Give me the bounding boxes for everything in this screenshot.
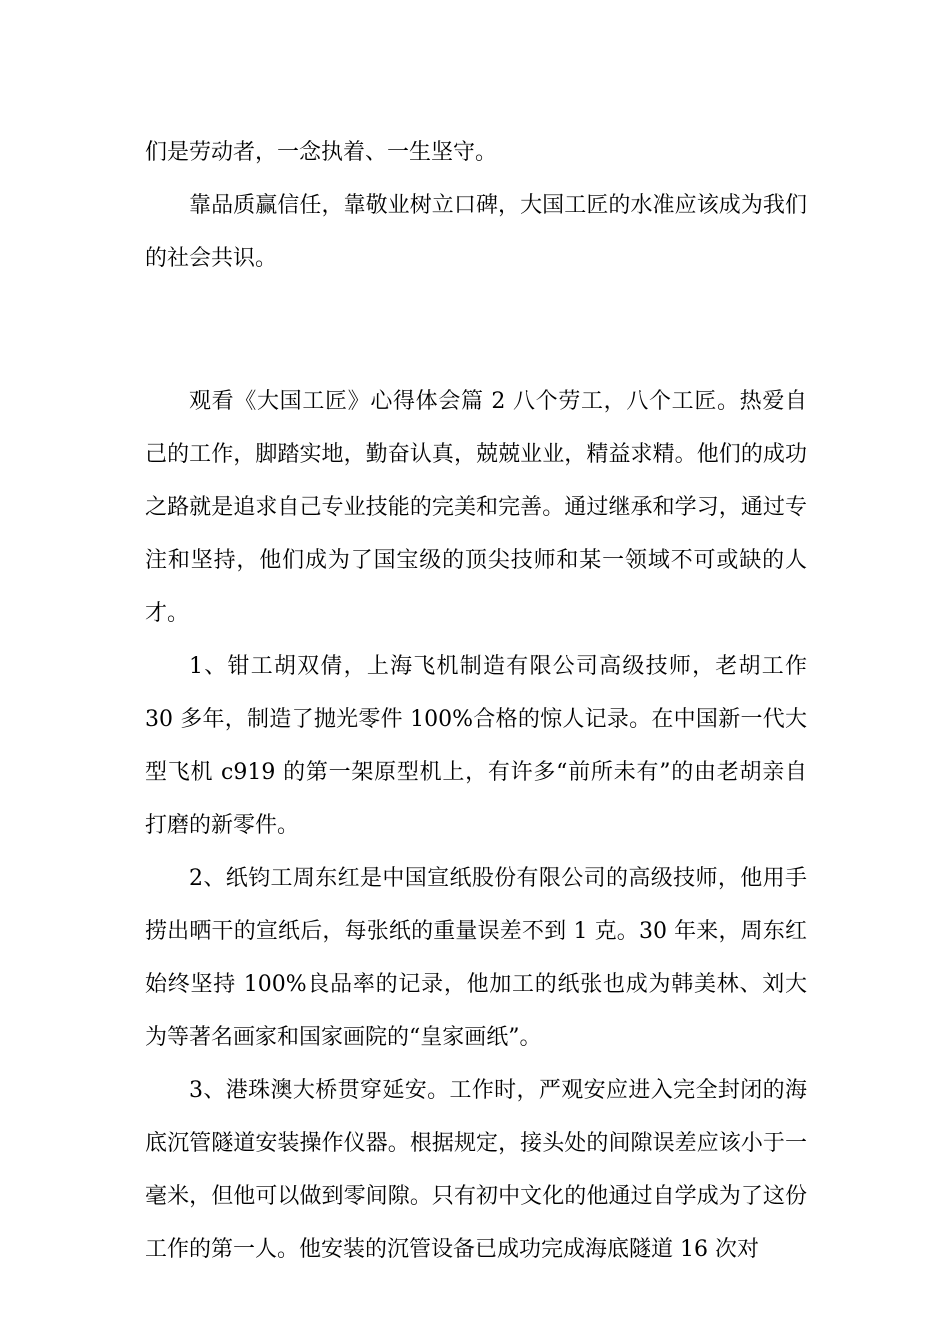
intro-paragraph: 观看《大国工匠》心得体会篇 2 八个劳工，八个工匠。热爱自己的工作，脚踏实地，勤奋认真，兢兢业业，精益求精。他们的成功之路就是追求自己专业技能的完美和完善。通过继承和学习，通过专注和坚持，他们成为了国宝级的顶尖技师和某一领域不可或缺的人才。 <box>145 389 807 626</box>
continuation-paragraph: 们是劳动者，一念执着、一生坚守。 <box>145 140 498 165</box>
conclusion-paragraph: 靠品质赢信任，靠敬业树立口碑，大国工匠的水准应该成为我们的社会共识。 <box>145 193 807 271</box>
item-3-paragraph: 3、港珠澳大桥贯穿延安。工作时，严观安应进入完全封闭的海底沉管隧道安装操作仪器。根据规定，接头处的间隙误差应该小于一毫米，但他可以做到零间隙。只有初中文化的他通过自学成为了这份工作的第一人。他安装的沉管设备已成功完成海底隧道 16 次对 <box>145 1078 807 1262</box>
main-text-section <box>145 375 807 1276</box>
item-1-paragraph: 1、钳工胡双倩，上海飞机制造有限公司高级技师，老胡工作 30 多年，制造了抛光零件 100%合格的惊人记录。在中国新一代大型飞机 c919 的第一架原型机上，有许多“前所未有”的由老胡亲自打磨的新零件。 <box>145 654 807 838</box>
item-2-paragraph: 2、纸钧工周东红是中国宣纸股份有限公司的高级技师，他用手捞出晒干的宣纸后，每张纸的重量误差不到 1 克。30 年来，周东红始终坚持 100%良品率的记录，他加工的纸张也成为韩美林、刘大为等著名画家和国家画院的“皇家画纸”。 <box>145 866 807 1050</box>
top-text-section <box>145 126 807 285</box>
